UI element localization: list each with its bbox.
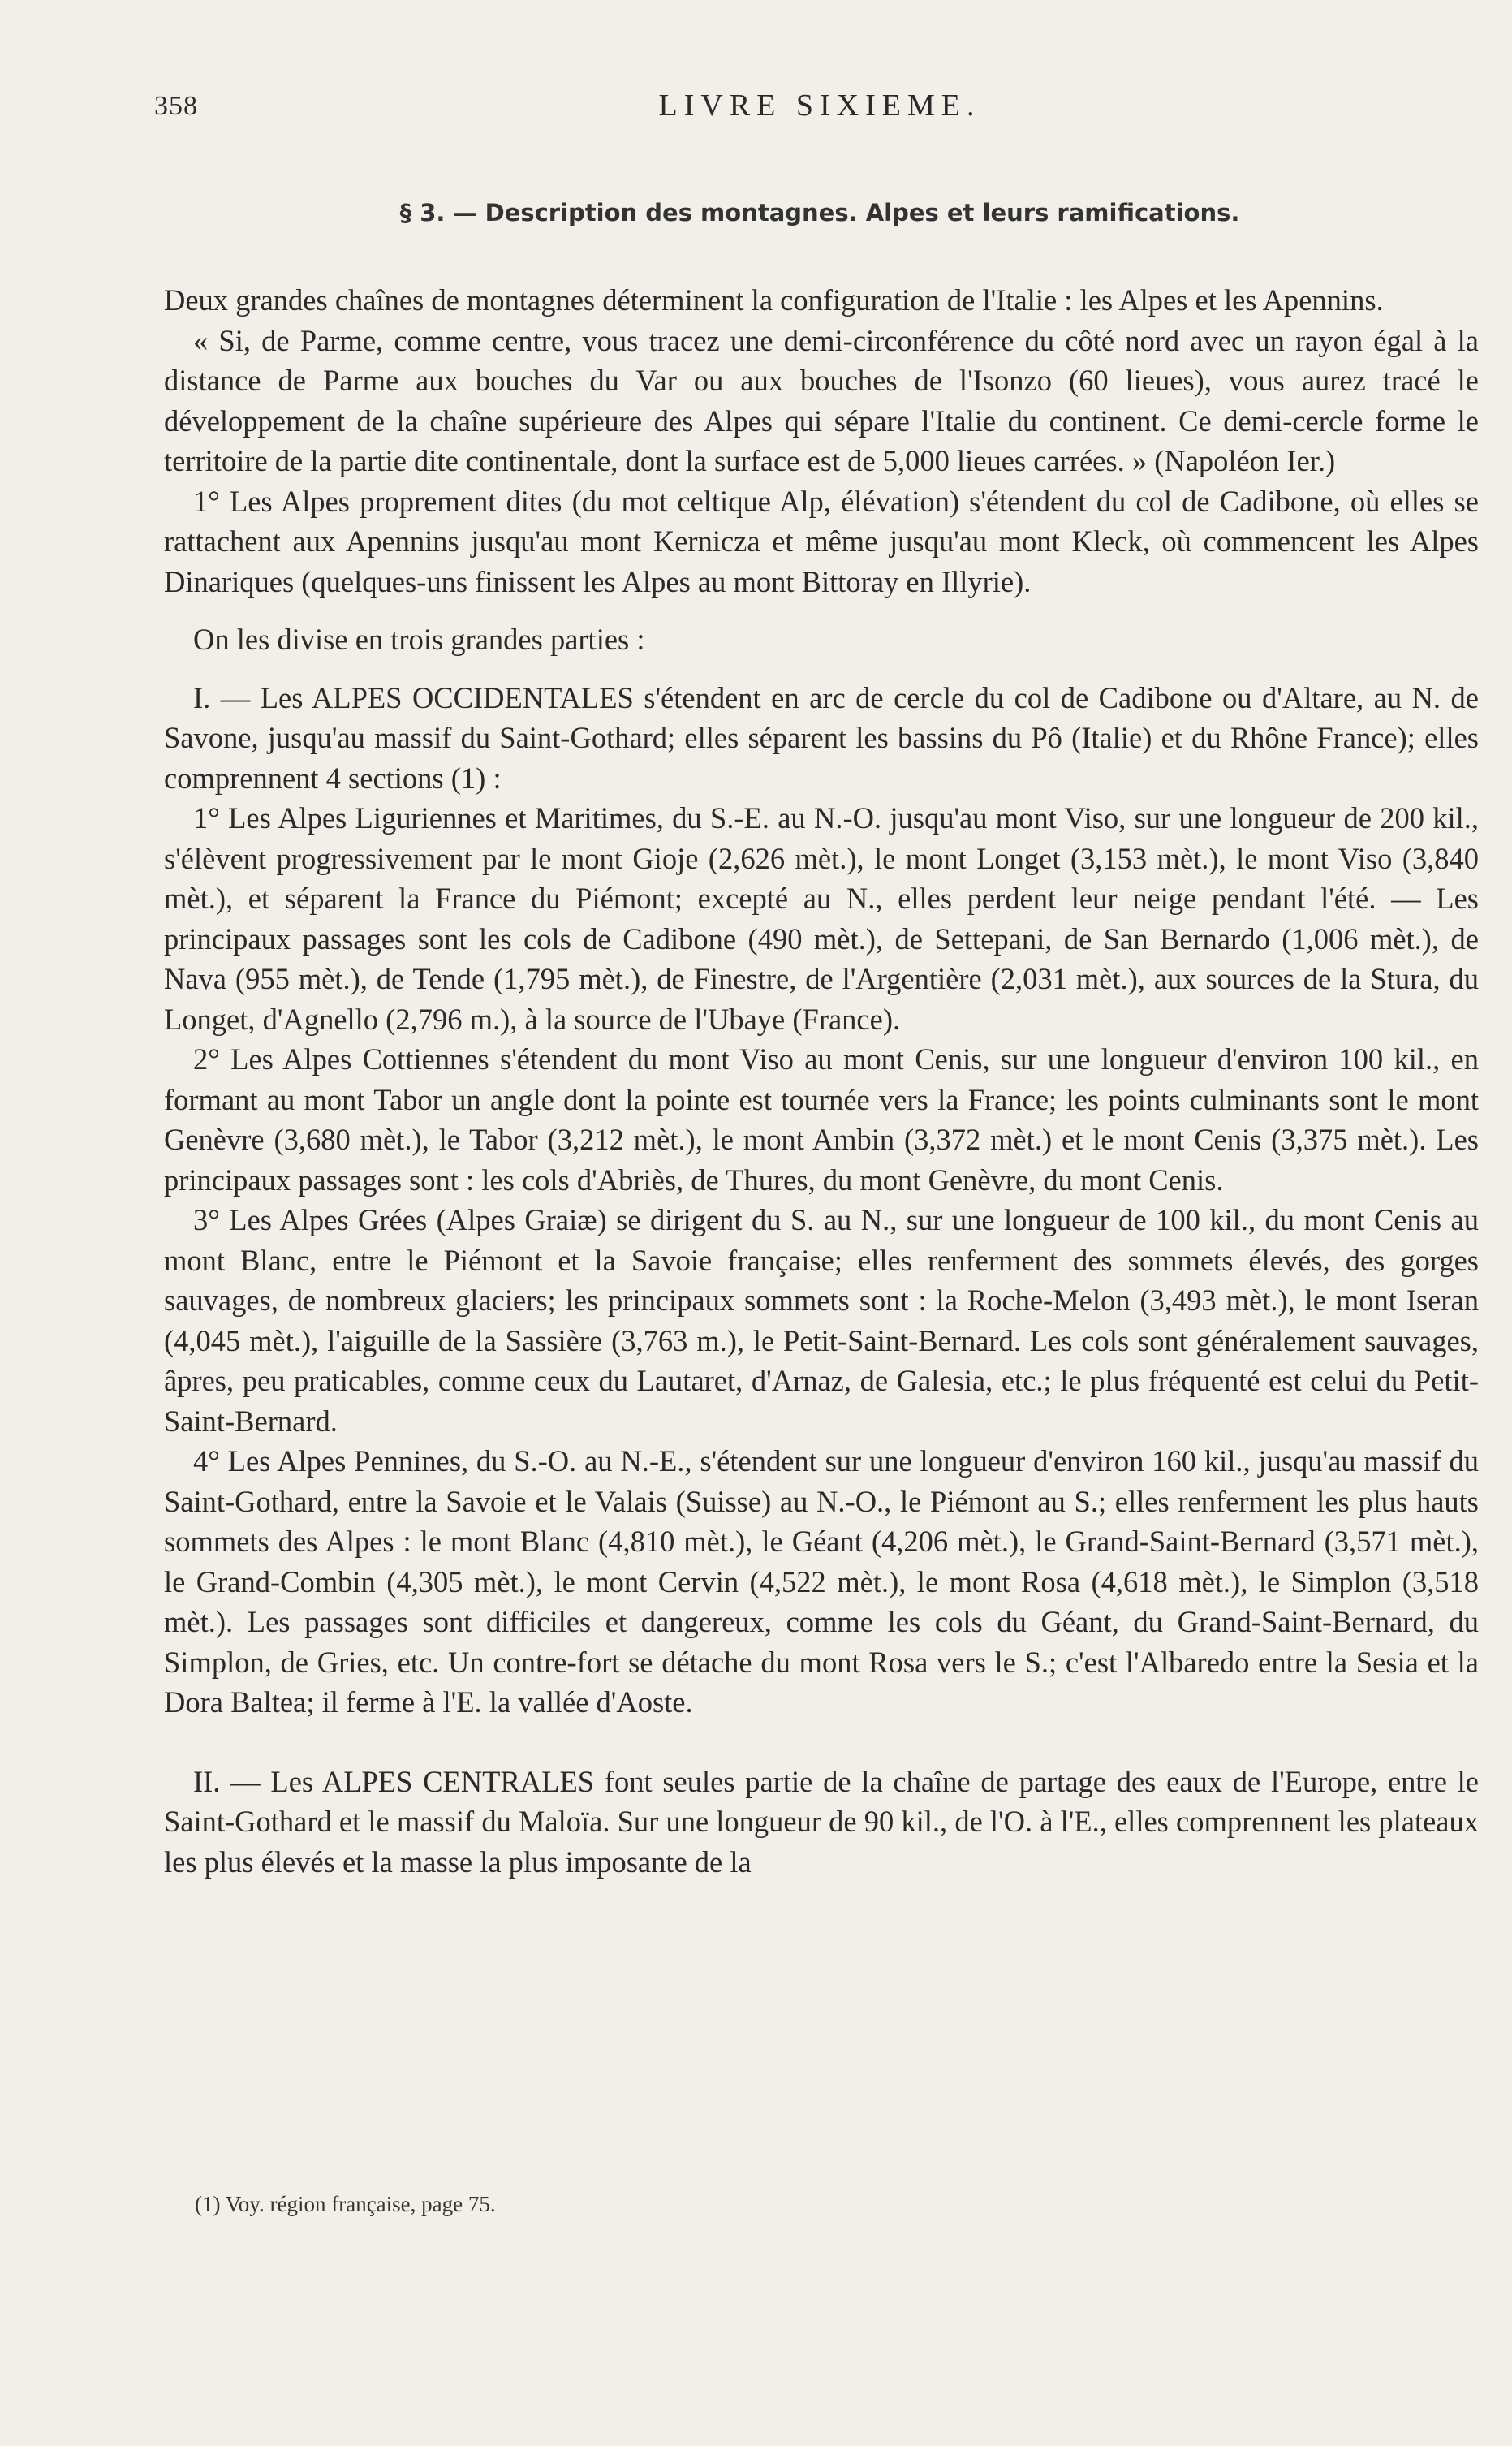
paragraph-alpes-cottiennes: 2° Les Alpes Cottiennes s'étendent du mont Viso au mont Cenis, sur une longueur d'environ 100 kil., en formant au mont Tabor un angle dont la pointe est tournée vers la France; les points culminants sont le mont Genèvre (3,680 mèt.), le Tabor (3,212 mèt.), le mont Ambin (3,372 mèt.) et le mont Cenis (3,375 mèt.). Les principaux passages sont : les cols d'Abriès, de Thures, du mont Genèvre, du mont Cenis.: [164, 1042, 1479, 1197]
paragraph-alpes-pennines: 4° Les Alpes Pennines, du S.-O. au N.-E., s'étendent sur une longueur d'environ 160 kil., jusqu'au massif du Saint-Gothard, entre la Savoie et le Valais (Suisse) au N.-O., le Piémont au S.; elles renferment les plus hauts sommets des Alpes : le mont Blanc (4,810 mèt.), le Géant (4,206 mèt.), le Grand-Saint-Bernard (3,571 mèt.), le Grand-Combin (4,305 mèt.), le mont Cervin (4,522 mèt.), le mont Rosa (4,618 mèt.), le Simplon (3,518 mèt.). Les passages sont difficiles et dangereux, comme les cols du Géant, du Grand-Saint-Bernard, du Simplon, de Gries, etc. Un contre-fort se détache du mont Rosa vers le S.; c'est l'Albaredo entre la Sesia et la Dora Baltea; il ferme à l'E. la vallée d'Aoste.: [164, 1444, 1479, 1719]
page-number: 358: [154, 91, 198, 121]
paragraph-napoleon-quote: « Si, de Parme, comme centre, vous tracez une demi-circonférence du côté nord avec un rayon égal à la distance de Parme aux bouches du Var ou aux bouches de l'Isonzo (60 lieues), vous aurez tracé le développement de la chaîne supérieure des Alpes qui sépare l'Italie du continent. Ce demi-cercle forme le territoire de la partie dite continentale, dont la surface est de 5,000 lieues carrées. » (Napoléon Ier.): [164, 323, 1479, 477]
footnote: (1) Voy. région française, page 75.: [195, 2192, 496, 2216]
paragraph-alpes-centrales: II. — Les ALPES CENTRALES font seules partie de la chaîne de partage des eaux de l'Europe, entre le Saint-Gothard et le massif du Maloïa. Sur une longueur de 90 kil., de l'O. à l'E., elles comprennent les plateaux les plus élevés et la masse la plus imposante de la: [164, 1764, 1479, 1879]
section-title: § 3. — Description des montagnes. Alpes et leurs ramifications.: [399, 199, 1240, 226]
paragraph-intro: Deux grandes chaînes de montagnes déterminent la configuration de l'Italie : les Alpes et les Apennins.: [164, 283, 1384, 317]
paragraph-alpes-occidentales: I. — Les ALPES OCCIDENTALES s'étendent en arc de cercle du col de Cadibone ou d'Altare, au N. de Savone, jusqu'au massif du Saint-Gothard; elles séparent les bassins du Pô (Italie) et du Rhône France); elles comprennent 4 sections (1) :: [164, 680, 1479, 795]
body-text: [164, 280, 1479, 1882]
paragraph-alpes-definition: 1° Les Alpes proprement dites (du mot celtique Alp, élévation) s'étendent du col de Cadibone, où elles se rattachent aux Apennins jusqu'au mont Kernicza et même jusqu'au mont Kleck, où commencent les Alpes Dinariques (quelques-uns finissent les Alpes au mont Bittoray en Illyrie).: [164, 484, 1479, 598]
paragraph-alpes-maritimes: 1° Les Alpes Liguriennes et Maritimes, du S.-E. au N.-O. jusqu'au mont Viso, sur une longueur de 200 kil., s'élèvent progressivement par le mont Gioje (2,626 mèt.), le mont Longet (3,153 mèt.), le mont Viso (3,840 mèt.), et séparent la France du Piémont; excepté au N., elles perdent leur neige pendant l'été. — Les principaux passages sont les cols de Cadibone (490 mèt.), de Settepani, de San Bernardo (1,006 mèt.), de Nava (955 mèt.), de Tende (1,795 mèt.), de Finestre, de l'Argentière (2,031 mèt.), aux sources de la Stura, du Longet, d'Agnello (2,796 m.), à la source de l'Ubaye (France).: [164, 801, 1479, 1036]
running-title: LIVRE SIXIEME.: [658, 88, 981, 123]
paragraph-divisions: On les divise en trois grandes parties :: [193, 623, 645, 656]
page-header: [154, 81, 1485, 130]
paragraph-alpes-grees: 3° Les Alpes Grées (Alpes Graiæ) se dirigent du S. au N., sur une longueur de 100 kil., du mont Cenis au mont Blanc, entre le Piémont et la Savoie française; elles renferment des sommets élevés, des gorges sauvages, de nombreux glaciers; les principaux sommets sont : la Roche-Melon (3,493 mèt.), le mont Iseran (4,045 mèt.), l'aiguille de la Sassière (3,763 m.), le Petit-Saint-Bernard. Les cols sont généralement sauvages, âpres, peu praticables, comme ceux du Lautaret, d'Arnaz, de Galesia, etc.; le plus fréquenté est celui du Petit-Saint-Bernard.: [164, 1203, 1479, 1438]
